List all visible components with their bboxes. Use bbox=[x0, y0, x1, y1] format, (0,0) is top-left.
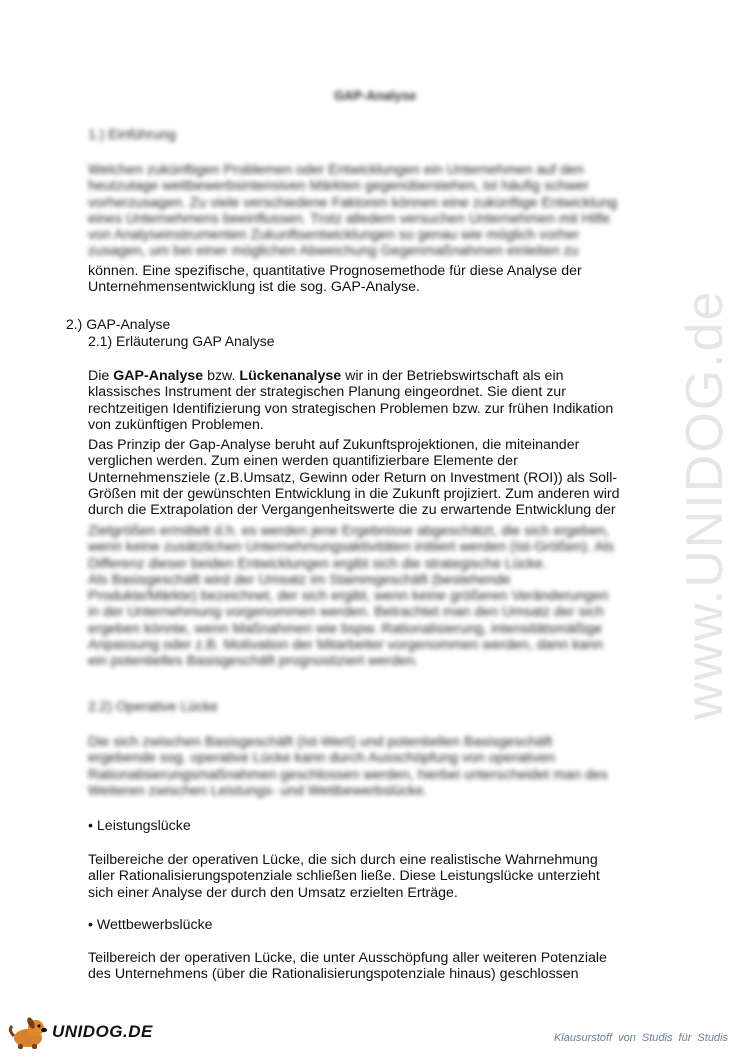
text-line: in der Unternehmung vorgenommen werden. Betrachtet man den Umsatz der sich bbox=[88, 604, 604, 621]
text-line: wenn keine zusätzlichen Unternehmungsaktivitäten initiiert werden (Ist-Größen). Als bbox=[88, 539, 614, 556]
document-title: GAP-Analyse bbox=[333, 88, 417, 103]
section-1-blurred-text bbox=[88, 162, 668, 260]
term-lueckenanalyse: Lückenanalyse bbox=[239, 368, 342, 384]
text-line: heutzutage wettbewerbsintensiven Märkten gegenüberstehen, ist häufig schwer bbox=[88, 178, 589, 195]
paragraph-wettbewerbsluecke bbox=[88, 950, 673, 983]
text-line: Größen mit der gewünschten Entwicklung in die Zukunft projiziert. Zum anderen wird bbox=[88, 485, 620, 502]
text-line: Anpassung oder z.B. Motivation der Mitarbeiter vorgenommen werden, dann kann bbox=[88, 637, 603, 654]
footer-slogan: Klausurstoff von Studis für Studis bbox=[553, 1032, 728, 1044]
text-line: verglichen werden. Zum einen werden quantifizierbare Elemente der bbox=[88, 453, 518, 470]
text-line: können. Eine spezifische, quantitative Prognosemethode für diese Analyse der bbox=[88, 263, 582, 279]
text-line: von zukünftigen Problemen. bbox=[88, 416, 264, 433]
text-line: Als Basisgeschäft wird der Umsatz im Stammgeschäft (bestehende bbox=[88, 571, 511, 588]
term-gap-analyse: GAP-Analyse bbox=[113, 368, 204, 384]
text-line: Teilbereich der operativen Lücke, die unter Ausschöpfung aller weiteren Potenziale bbox=[88, 950, 607, 966]
section-2-1-heading: 2.1) Erläuterung GAP Analyse bbox=[88, 333, 275, 349]
logo-text: UNIDOG.DE bbox=[52, 1022, 153, 1041]
text-line: Differenz dieser beiden Entwicklungen ergibt sich die strategische Lücke. bbox=[88, 555, 547, 572]
text-line: sich einer Analyse der durch den Umsatz erzielten Erträge. bbox=[88, 884, 458, 901]
text-line: klassisches Instrument der strategischen Planung eingeordnet. Sie dient zur bbox=[88, 384, 566, 401]
text-line: zusagen, um bei einer möglichen Abweichung Gegenmaßnahmen einleiten zu bbox=[88, 243, 579, 260]
text-line: Teilbereiche der operativen Lücke, die sich durch eine realistische Wahrnehmung bbox=[88, 852, 598, 868]
section-2-heading: 2.) GAP-Analyse bbox=[66, 316, 171, 332]
section-2-paragraph-2 bbox=[88, 437, 673, 518]
text-line: eines Unternehmens beeinflussen. Trotz alledem versuchen Unternehmen mit Hilfe bbox=[88, 210, 611, 227]
text-line: Weiteren zwischen Leistungs- und Wettbewerbslücke. bbox=[88, 782, 428, 799]
unidog-logo bbox=[4, 1016, 154, 1048]
text-line: Die GAP-Analyse bzw. Lückenanalyse wir in der Betriebswirtschaft als ein bbox=[88, 368, 564, 384]
section-2-2-blurred-text bbox=[88, 734, 668, 799]
text-line: Unternehmensentwicklung ist die sog. GAP-Analyse. bbox=[88, 279, 420, 296]
text-line: rechtzeitigen Identifizierung von strategischen Problemen bzw. zur frühen Indikation bbox=[88, 400, 614, 417]
watermark-text: www.UNIDOG.de bbox=[676, 289, 734, 720]
section-2-2-heading: 2.2) Operative Lücke bbox=[88, 698, 218, 714]
bullet-leistungsluecke: • Leistungslücke bbox=[88, 818, 191, 834]
text-line: Rationalisierungsmaßnahmen geschlossen werden, hierbei unterscheidet man des bbox=[88, 766, 608, 783]
text-line: Das Prinzip der Gap-Analyse beruht auf Zukunftsprojektionen, die miteinander bbox=[88, 437, 580, 453]
text-line: vorherzusagen. Zu viele verschiedene Faktoren können eine zukünftige Entwicklung bbox=[88, 194, 618, 211]
text-line: aller Rationalisierungspotenziale schließen ließe. Diese Leistungslücke unterzieht bbox=[88, 868, 600, 885]
text-line: durch die Extrapolation der Vergangenheitswerte die zu erwartende Entwicklung der bbox=[88, 502, 616, 519]
text-line: von Analyseinstrumenten Zukunftsentwicklungen so genau wie möglich vorher bbox=[88, 227, 580, 244]
text-line: ergeben könnte, wenn Maßnahmen wie bspw. Rationalisierung, intensitätsmäßige bbox=[88, 620, 603, 637]
text-line: ergebende sog. operative Lücke kann durch Ausschöpfung von operativen bbox=[88, 750, 555, 767]
text-line: ein potentielles Basisgeschäft prognostiziert werden. bbox=[88, 653, 419, 670]
text-line: Welchen zukünftigen Problemen oder Entwicklungen ein Unternehmen auf den bbox=[88, 162, 584, 178]
text-line: Die sich zwischen Basisgeschäft (Ist-Wert) und potentiellen Basisgeschäft bbox=[88, 734, 553, 750]
text-line: Produkte/Märkte) bezeichnet, der sich ergibt, wenn keine größeren Veränderungen bbox=[88, 588, 609, 605]
text-line: Zielgrößen ermittelt d.h. es werden jene Ergebnisse abgeschätzt, die sich ergeben, bbox=[88, 523, 610, 539]
section-2-paragraph-1 bbox=[88, 368, 673, 433]
section-1-heading: 1.) Einführung bbox=[88, 126, 176, 142]
text-line: des Unternehmens (über die Rationalisierungspotenziale hinaus) geschlossen bbox=[88, 966, 579, 983]
paragraph-leistungsluecke bbox=[88, 852, 673, 901]
text-line: Unternehmensziele (z.B.Umsatz, Gewinn oder Return on Investment (ROI)) als Soll- bbox=[88, 469, 618, 486]
bullet-wettbewerbsluecke: • Wettbewerbslücke bbox=[88, 917, 213, 933]
dog-mascot-icon bbox=[6, 1016, 52, 1050]
section-2-blurred-text bbox=[88, 523, 668, 670]
section-1-clear-text bbox=[88, 263, 673, 296]
